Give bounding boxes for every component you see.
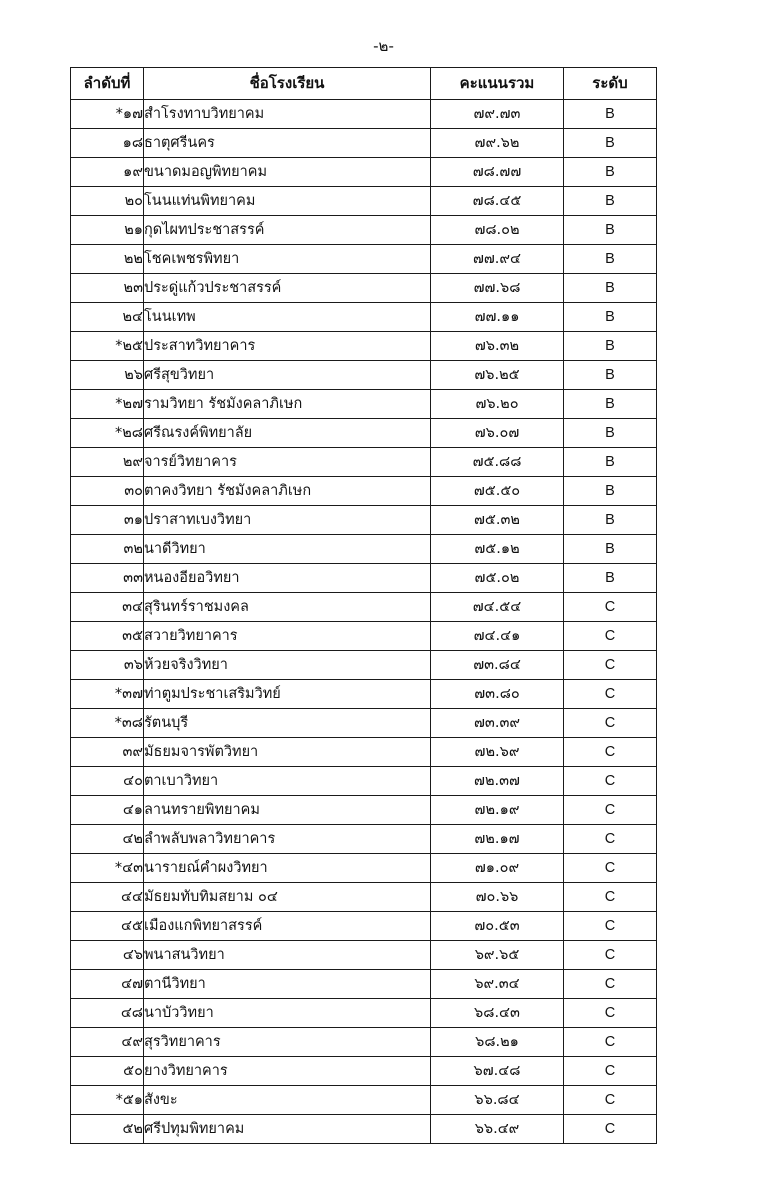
score-cell: ๗๘.๔๕ xyxy=(431,187,564,216)
score-cell: ๗๙.๖๒ xyxy=(431,129,564,158)
rank-cell: ๓๔ xyxy=(71,593,144,622)
level-cell: C xyxy=(564,709,657,738)
score-cell: ๗๒.๑๙ xyxy=(431,796,564,825)
table-row xyxy=(71,564,657,593)
table-row xyxy=(71,506,657,535)
level-cell: C xyxy=(564,593,657,622)
rank-cell: *๕๑ xyxy=(71,1086,144,1115)
table-row xyxy=(71,999,657,1028)
rank-cell: ๔๘ xyxy=(71,999,144,1028)
name-cell: ประดู่แก้วประชาสรรค์ xyxy=(144,274,431,303)
score-cell: ๗๓.๘๔ xyxy=(431,651,564,680)
name-cell: หนองอียอวิทยา xyxy=(144,564,431,593)
table-row xyxy=(71,796,657,825)
score-cell: ๖๖.๔๙ xyxy=(431,1115,564,1144)
name-cell: ขนาดมอญพิทยาคม xyxy=(144,158,431,187)
rank-cell: *๒๘ xyxy=(71,419,144,448)
name-cell: มัธยมจารพัตวิทยา xyxy=(144,738,431,767)
header-score: คะแนนรวม xyxy=(431,68,564,100)
level-cell: B xyxy=(564,535,657,564)
score-cell: ๗๔.๕๔ xyxy=(431,593,564,622)
table-row xyxy=(71,680,657,709)
table-row xyxy=(71,622,657,651)
rank-cell: ๕๒ xyxy=(71,1115,144,1144)
level-cell: B xyxy=(564,477,657,506)
level-cell: C xyxy=(564,1115,657,1144)
level-cell: C xyxy=(564,738,657,767)
rank-cell: ๔๒ xyxy=(71,825,144,854)
name-cell: ห้วยจริงวิทยา xyxy=(144,651,431,680)
name-cell: จารย์วิทยาคาร xyxy=(144,448,431,477)
rank-cell: *๒๕ xyxy=(71,332,144,361)
rank-cell: *๔๓ xyxy=(71,854,144,883)
score-cell: ๗๕.๘๘ xyxy=(431,448,564,477)
level-cell: B xyxy=(564,564,657,593)
table-body xyxy=(71,100,657,1144)
name-cell: ลำพลับพลาวิทยาคาร xyxy=(144,825,431,854)
rank-cell: *๑๗ xyxy=(71,100,144,129)
name-cell: รัตนบุรี xyxy=(144,709,431,738)
rank-cell: *๒๗ xyxy=(71,390,144,419)
score-cell: ๗๖.๓๒ xyxy=(431,332,564,361)
score-cell: ๗๒.๖๙ xyxy=(431,738,564,767)
score-cell: ๖๗.๔๘ xyxy=(431,1057,564,1086)
table-row xyxy=(71,593,657,622)
score-cell: ๗๓.๓๙ xyxy=(431,709,564,738)
rank-cell: *๓๗ xyxy=(71,680,144,709)
rank-cell: ๔๕ xyxy=(71,912,144,941)
level-cell: C xyxy=(564,622,657,651)
rank-cell: ๕๐ xyxy=(71,1057,144,1086)
name-cell: ธาตุศรีนคร xyxy=(144,129,431,158)
rank-cell: ๓๙ xyxy=(71,738,144,767)
score-cell: ๖๘.๔๓ xyxy=(431,999,564,1028)
level-cell: C xyxy=(564,767,657,796)
table-row xyxy=(71,970,657,999)
table-row xyxy=(71,448,657,477)
name-cell: ศรีปทุมพิทยาคม xyxy=(144,1115,431,1144)
level-cell: C xyxy=(564,1057,657,1086)
name-cell: ยางวิทยาคาร xyxy=(144,1057,431,1086)
score-cell: ๗๖.๐๗ xyxy=(431,419,564,448)
table-row xyxy=(71,245,657,274)
level-cell: B xyxy=(564,303,657,332)
level-cell: B xyxy=(564,332,657,361)
name-cell: นารายณ์คำผงวิทยา xyxy=(144,854,431,883)
level-cell: C xyxy=(564,912,657,941)
name-cell: สำโรงทาบวิทยาคม xyxy=(144,100,431,129)
table-row xyxy=(71,187,657,216)
score-cell: ๖๖.๘๔ xyxy=(431,1086,564,1115)
rank-cell: ๓๖ xyxy=(71,651,144,680)
table-row xyxy=(71,216,657,245)
name-cell: โนนเทพ xyxy=(144,303,431,332)
score-cell: ๗๖.๒๕ xyxy=(431,361,564,390)
rank-cell: ๓๒ xyxy=(71,535,144,564)
table-row xyxy=(71,912,657,941)
rank-cell: ๑๘ xyxy=(71,129,144,158)
table-row xyxy=(71,941,657,970)
score-cell: ๗๒.๑๗ xyxy=(431,825,564,854)
page-number: -๒- xyxy=(373,37,394,55)
score-cell: ๗๕.๐๒ xyxy=(431,564,564,593)
table-row xyxy=(71,854,657,883)
table-row xyxy=(71,419,657,448)
name-cell: เมืองแกพิทยาสรรค์ xyxy=(144,912,431,941)
level-cell: B xyxy=(564,361,657,390)
score-cell: ๗๑.๐๙ xyxy=(431,854,564,883)
rank-cell: ๔๑ xyxy=(71,796,144,825)
rank-cell: ๔๐ xyxy=(71,767,144,796)
rank-cell: ๓๕ xyxy=(71,622,144,651)
score-cell: ๗๗.๑๑ xyxy=(431,303,564,332)
level-cell: B xyxy=(564,216,657,245)
name-cell: โนนแท่นพิทยาคม xyxy=(144,187,431,216)
table-row xyxy=(71,1086,657,1115)
table-row xyxy=(71,1028,657,1057)
name-cell: ลานทรายพิทยาคม xyxy=(144,796,431,825)
rank-cell: ๓๓ xyxy=(71,564,144,593)
score-cell: ๗๕.๕๐ xyxy=(431,477,564,506)
table-row xyxy=(71,1057,657,1086)
name-cell: สุรินทร์ราชมงคล xyxy=(144,593,431,622)
level-cell: C xyxy=(564,825,657,854)
rank-cell: ๒๑ xyxy=(71,216,144,245)
table-row xyxy=(71,303,657,332)
table-row xyxy=(71,361,657,390)
name-cell: มัธยมทับทิมสยาม ๐๔ xyxy=(144,883,431,912)
header-level: ระดับ xyxy=(564,68,657,100)
name-cell: กุดไผทประชาสรรค์ xyxy=(144,216,431,245)
score-cell: ๖๙.๖๕ xyxy=(431,941,564,970)
name-cell: รามวิทยา รัชมังคลาภิเษก xyxy=(144,390,431,419)
table-row xyxy=(71,709,657,738)
score-cell: ๗๐.๕๓ xyxy=(431,912,564,941)
level-cell: B xyxy=(564,100,657,129)
table-row xyxy=(71,825,657,854)
header-rank: ลำดับที่ xyxy=(71,68,144,100)
score-cell: ๗๙.๗๓ xyxy=(431,100,564,129)
name-cell: สุรวิทยาคาร xyxy=(144,1028,431,1057)
name-cell: สวายวิทยาคาร xyxy=(144,622,431,651)
score-cell: ๗๔.๔๑ xyxy=(431,622,564,651)
level-cell: B xyxy=(564,158,657,187)
name-cell: นาดีวิทยา xyxy=(144,535,431,564)
name-cell: ปราสาทเบงวิทยา xyxy=(144,506,431,535)
rank-cell: ๒๔ xyxy=(71,303,144,332)
level-cell: B xyxy=(564,274,657,303)
level-cell: C xyxy=(564,970,657,999)
level-cell: C xyxy=(564,1028,657,1057)
level-cell: B xyxy=(564,245,657,274)
score-cell: ๗๘.๐๒ xyxy=(431,216,564,245)
level-cell: C xyxy=(564,651,657,680)
name-cell: ประสาทวิทยาคาร xyxy=(144,332,431,361)
table-row xyxy=(71,883,657,912)
rank-cell: ๓๑ xyxy=(71,506,144,535)
name-cell: ตานีวิทยา xyxy=(144,970,431,999)
table-row xyxy=(71,158,657,187)
score-cell: ๗๗.๖๘ xyxy=(431,274,564,303)
score-cell: ๗๗.๙๔ xyxy=(431,245,564,274)
table-row xyxy=(71,129,657,158)
score-cell: ๗๕.๓๒ xyxy=(431,506,564,535)
rank-cell: *๓๘ xyxy=(71,709,144,738)
name-cell: ตาคงวิทยา รัชมังคลาภิเษก xyxy=(144,477,431,506)
table-row xyxy=(71,767,657,796)
rank-cell: ๒๖ xyxy=(71,361,144,390)
rank-cell: ๒๒ xyxy=(71,245,144,274)
score-cell: ๗๖.๒๐ xyxy=(431,390,564,419)
score-cell: ๖๘.๒๑ xyxy=(431,1028,564,1057)
school-ranking-table xyxy=(70,67,657,1144)
rank-cell: ๒๙ xyxy=(71,448,144,477)
score-cell: ๗๘.๗๗ xyxy=(431,158,564,187)
rank-cell: ๔๙ xyxy=(71,1028,144,1057)
name-cell: ท่าตูมประชาเสริมวิทย์ xyxy=(144,680,431,709)
level-cell: B xyxy=(564,129,657,158)
rank-cell: ๒๐ xyxy=(71,187,144,216)
rank-cell: ๔๔ xyxy=(71,883,144,912)
name-cell: ตาเบาวิทยา xyxy=(144,767,431,796)
level-cell: C xyxy=(564,796,657,825)
header-school: ชื่อโรงเรียน xyxy=(144,68,431,100)
table-row xyxy=(71,477,657,506)
level-cell: C xyxy=(564,883,657,912)
level-cell: B xyxy=(564,390,657,419)
rank-cell: ๓๐ xyxy=(71,477,144,506)
rank-cell: ๑๙ xyxy=(71,158,144,187)
level-cell: B xyxy=(564,419,657,448)
rank-cell: ๔๖ xyxy=(71,941,144,970)
table-row xyxy=(71,332,657,361)
score-cell: ๖๙.๓๔ xyxy=(431,970,564,999)
name-cell: โชคเพชรพิทยา xyxy=(144,245,431,274)
name-cell: สังขะ xyxy=(144,1086,431,1115)
rank-cell: ๒๓ xyxy=(71,274,144,303)
level-cell: B xyxy=(564,506,657,535)
name-cell: ศรีสุขวิทยา xyxy=(144,361,431,390)
score-cell: ๗๒.๓๗ xyxy=(431,767,564,796)
score-cell: ๗๐.๖๖ xyxy=(431,883,564,912)
level-cell: C xyxy=(564,1086,657,1115)
name-cell: พนาสนวิทยา xyxy=(144,941,431,970)
level-cell: C xyxy=(564,854,657,883)
table-row xyxy=(71,651,657,680)
level-cell: C xyxy=(564,680,657,709)
level-cell: B xyxy=(564,187,657,216)
table-header-row xyxy=(71,68,657,100)
table-row xyxy=(71,390,657,419)
table-row xyxy=(71,535,657,564)
name-cell: นาบัววิทยา xyxy=(144,999,431,1028)
name-cell: ศรีณรงค์พิทยาลัย xyxy=(144,419,431,448)
score-cell: ๗๓.๘๐ xyxy=(431,680,564,709)
table-row xyxy=(71,274,657,303)
level-cell: C xyxy=(564,941,657,970)
rank-cell: ๔๗ xyxy=(71,970,144,999)
table-row xyxy=(71,1115,657,1144)
score-cell: ๗๕.๑๒ xyxy=(431,535,564,564)
level-cell: C xyxy=(564,999,657,1028)
table-row xyxy=(71,100,657,129)
level-cell: B xyxy=(564,448,657,477)
table-row xyxy=(71,738,657,767)
